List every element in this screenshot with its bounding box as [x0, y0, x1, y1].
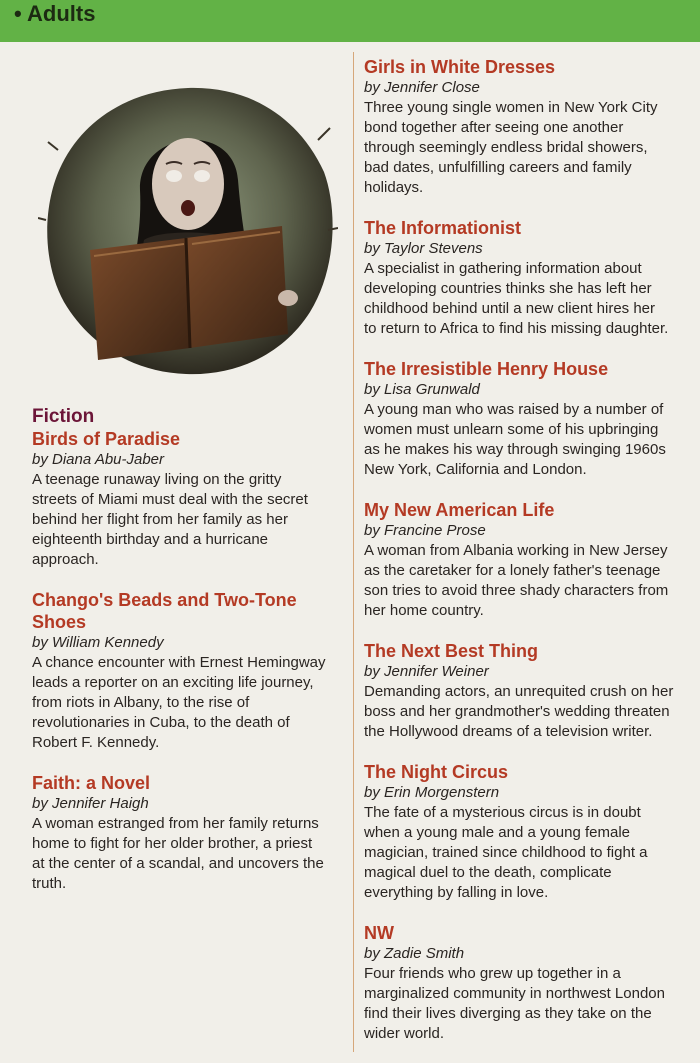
book-description: Demanding actors, an unrequited crush on her boss and her grandmother's wedding threaten the Hollywood dreams of a television writer. [364, 683, 674, 740]
book-entry [364, 358, 696, 480]
book-title: The Irresistible Henry House [364, 359, 609, 379]
book-description: Three young single women in New York City bond together after seeing one another through seemingly endless bridal showers, bad dates, unfulfilling careers and family holidays. [364, 99, 658, 196]
book-title: Chango's Beads and Two-Tone Shoes [32, 590, 297, 632]
book-title: Birds of Paradise [32, 429, 181, 449]
book-entry [364, 217, 696, 339]
book-description: A chance encounter with Ernest Hemingway leads a reporter on an exciting life journey, from riots in Albany, to the rise of revolutionaries in Cuba, to the death of Robert F. Kennedy. [32, 654, 326, 751]
book-description: A teenage runaway living on the gritty streets of Miami must deal with the secret behind her flight from her family as her eighteenth birthday and a hurricane approach. [32, 471, 308, 568]
column-divider [353, 52, 354, 1052]
book-title: My New American Life [364, 500, 555, 520]
book-author: by Erin Morgenstern [364, 784, 500, 801]
book-author: by Jennifer Haigh [32, 795, 149, 812]
book-author: by Jennifer Close [364, 79, 480, 96]
book-title: NW [364, 923, 394, 943]
book-entry [364, 761, 696, 903]
book-description: A woman from Albania working in New Jersey as the caretaker for a lonely father's teenage son tries to avoid three shady characters from her home country. [364, 542, 669, 619]
book-author: by Jennifer Weiner [364, 663, 489, 680]
book-description: A young man who was raised by a number of women must unlearn some of his upbringing as he makes his way through swinging 1960s New York, California and London. [364, 401, 666, 478]
book-author: by Lisa Grunwald [364, 381, 480, 398]
book-entry [32, 772, 342, 894]
book-author: by Zadie Smith [364, 945, 465, 962]
book-title: Faith: a Novel [32, 773, 151, 793]
book-entry [364, 499, 696, 621]
section-header-bar [0, 0, 700, 42]
book-description: The fate of a mysterious circus is in doubt when a young male and a young female magician, trained since childhood to fight a magical duel to the death, complicate everything by falling in love. [364, 804, 648, 901]
book-entry [32, 428, 342, 570]
book-title: The Next Best Thing [364, 641, 539, 661]
book-author: by William Kennedy [32, 634, 164, 651]
book-author: by Diana Abu-Jaber [32, 451, 165, 468]
left-column [32, 406, 342, 913]
book-entry [364, 922, 696, 1044]
right-column [364, 56, 696, 1063]
fiction-heading: Fiction [32, 406, 95, 427]
woman-reading-book-illustration [38, 80, 338, 380]
book-entry [364, 640, 696, 742]
book-entry [364, 56, 696, 198]
book-description: A specialist in gathering information about developing countries thinks she has left her childhood behind until a new client hires her to return to Africa to find his missing daughter. [364, 260, 669, 337]
book-description: Four friends who grew up together in a marginalized community in northwest London find their lives diverging as they take on the wider world. [364, 965, 665, 1042]
section-title: • Adults [14, 1, 96, 26]
book-description: A woman estranged from her family returns home to fight for her older brother, a priest at the center of a scandal, and uncovers the truth. [32, 815, 324, 892]
book-entry [32, 589, 342, 753]
book-title: The Informationist [364, 218, 521, 238]
book-title: The Night Circus [364, 762, 509, 782]
book-author: by Francine Prose [364, 522, 486, 539]
book-author: by Taylor Stevens [364, 240, 483, 257]
book-title: Girls in White Dresses [364, 57, 556, 77]
